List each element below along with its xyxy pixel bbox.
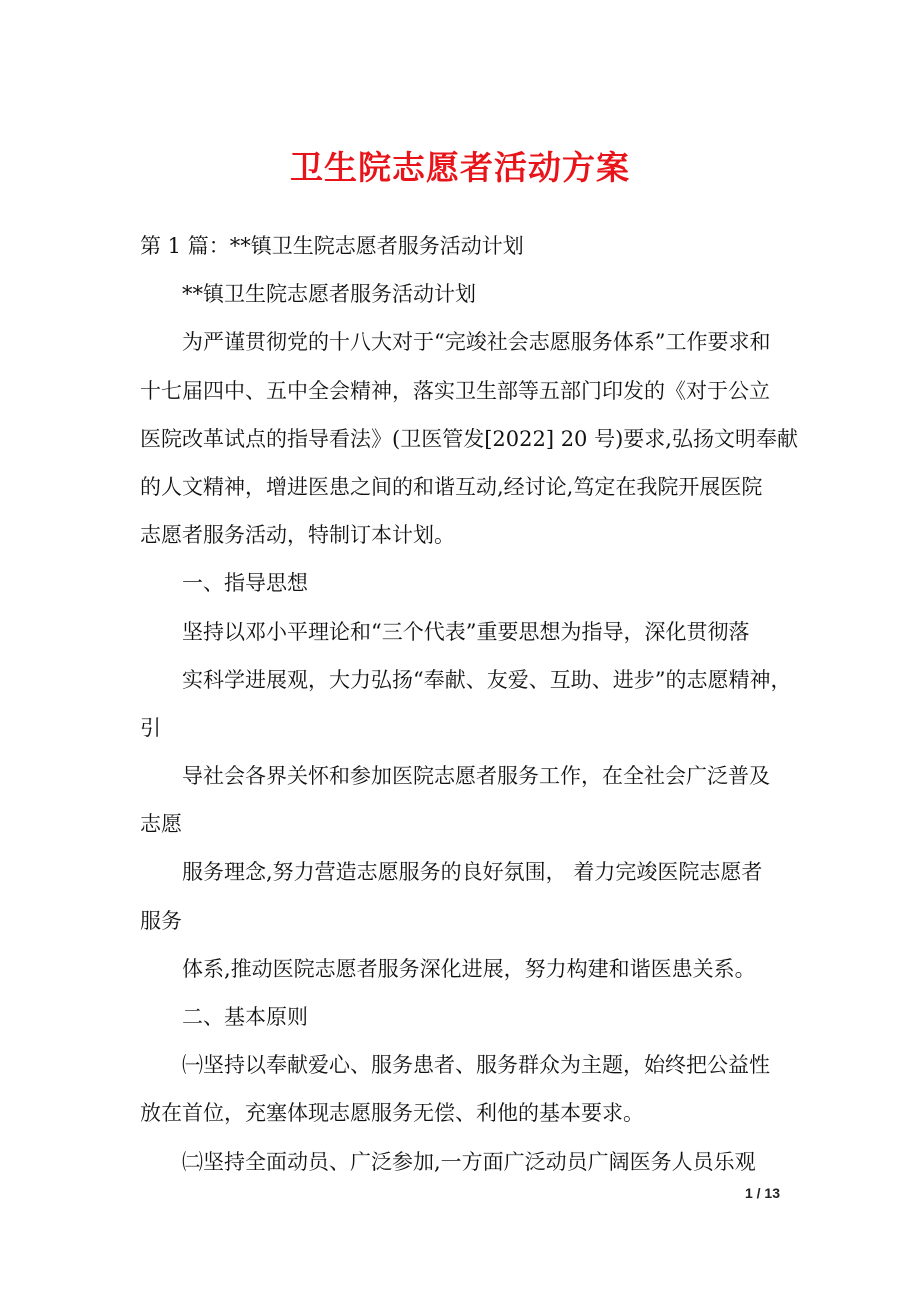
paragraph-line: 服务 [140, 908, 182, 933]
paragraph-line: ㈠坚持以奉献爱心、服务患者、服务群众为主题，始终把公益性 [182, 1053, 770, 1078]
document-body [140, 222, 798, 1186]
paragraph-line: 的人文精神，增进医患之间的和谐互动,经讨论,笃定在我院开展医院 [140, 474, 763, 499]
paragraph-line: 十七届四中、五中全会精神，落实卫生部等五部门印发的《对于公立 [140, 378, 770, 403]
plan-heading: **镇卫生院志愿者服务活动计划 [182, 282, 476, 307]
paragraph-line: 放在首位，充塞体现志愿服务无偿、利他的基本要求。 [140, 1101, 644, 1126]
paragraph-line: 实科学进展观，大力弘扬“奉献、友爱、互助、进步”的志愿精神， [182, 667, 792, 692]
paragraph-line: 体系,推动医院志愿者服务深化进展，努力构建和谐医患关系。 [182, 956, 756, 981]
paragraph-line: 引 [140, 715, 161, 740]
page-title: 卫生院志愿者活动方案 [290, 148, 630, 187]
paragraph-line: 医院改革试点的指导看法》(卫医管发[2022] 20 号)要求,弘扬文明奉献 [140, 426, 798, 451]
paragraph-line: 志愿者服务活动，特制订本计划。 [140, 523, 455, 548]
guiding-ideology-heading: 一、指导思想 [182, 571, 308, 596]
page-number: 1 / 13 [744, 1185, 780, 1201]
basic-principles-heading: 二、基本原则 [182, 1005, 308, 1029]
section-heading-part-1: 第 1 篇：**镇卫生院志愿者服务活动计划 [140, 234, 524, 258]
paragraph-line: ㈡坚持全面动员、广泛参加,一方面广泛动员广阔医务人员乐观 [182, 1149, 756, 1174]
paragraph-line: 导社会各界关怀和参加医院志愿者服务工作，在全社会广泛普及 [182, 764, 770, 789]
paragraph-line: 志愿 [140, 812, 182, 837]
paragraph-line: 坚持以邓小平理论和“三个代表”重要思想为指导，深化贯彻落 [182, 619, 750, 644]
paragraph-line: 为严谨贯彻党的十八大对于“完竣社会志愿服务体系”工作要求和 [182, 330, 771, 355]
paragraph-line: 服务理念,努力营造志愿服务的良好氛围， 着力完竣医院志愿者 [182, 860, 763, 885]
